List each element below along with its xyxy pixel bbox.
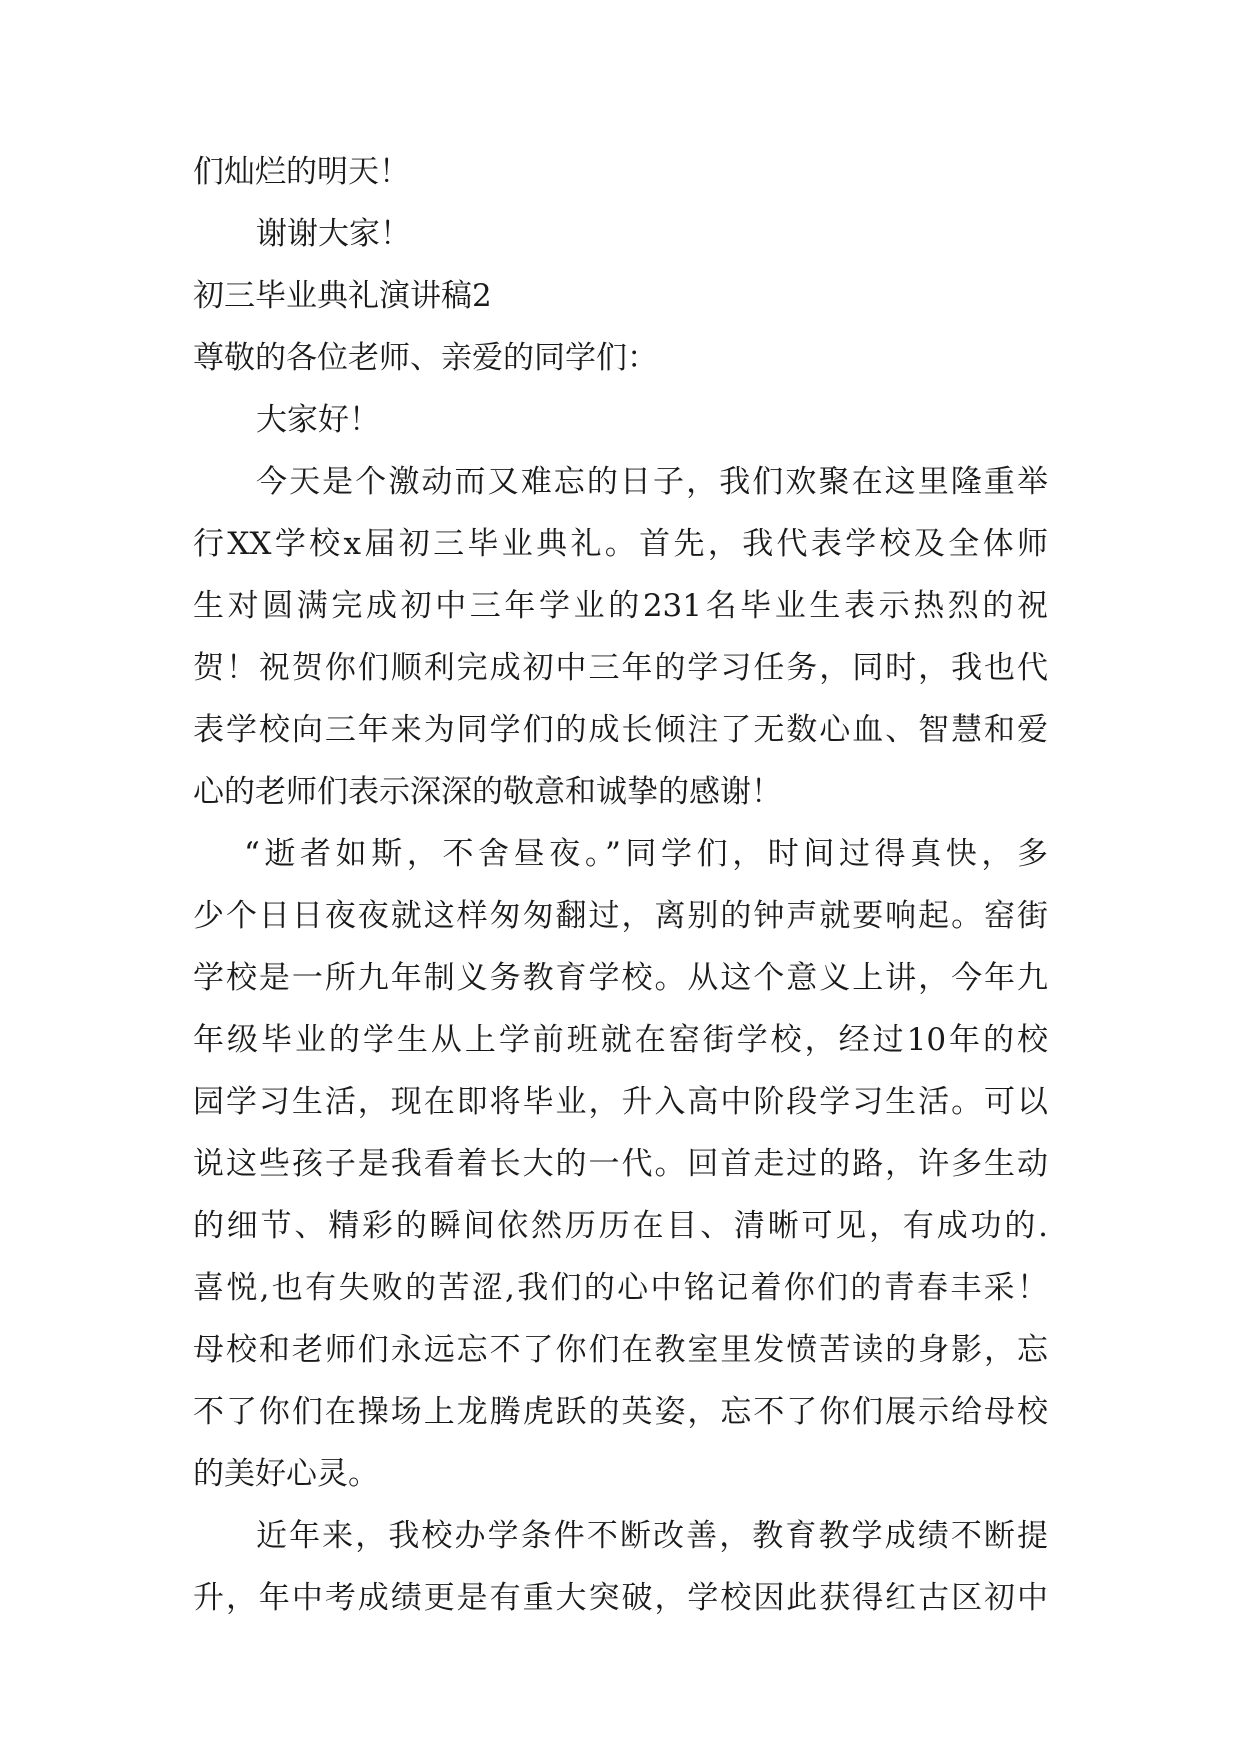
paragraph-3-line-1: 近年来，我校办学条件不断改善，教育教学成绩不断提 xyxy=(256,1518,1048,1554)
document-heading: 初三毕业典礼演讲稿2 xyxy=(193,278,492,314)
paragraph-1-line-6: 心的老师们表示深深的敬意和诚挚的感谢！ xyxy=(193,774,782,810)
paragraph-2-line-4: 年级毕业的学生从上学前班就在窑街学校，经过10年的校 xyxy=(193,1022,1048,1058)
salutation: 尊敬的各位老师、亲爱的同学们： xyxy=(193,340,658,376)
paragraph-2-line-11: 的美好心灵。 xyxy=(193,1456,379,1492)
greeting: 大家好！ xyxy=(256,402,380,438)
paragraph-2-line-7: 的细节、精彩的瞬间依然历历在目、清晰可见，有成功的. xyxy=(193,1208,1048,1244)
paragraph-1-line-4: 贺！祝贺你们顺利完成初中三年的学习任务，同时，我也代 xyxy=(193,650,1048,686)
paragraph-2-line-5: 园学习生活，现在即将毕业，升入高中阶段学习生活。可以 xyxy=(193,1084,1048,1120)
paragraph-1-line-3: 生对圆满完成初中三年学业的231名毕业生表示热烈的祝 xyxy=(193,588,1048,624)
paragraph-1-line-2: 行XX学校x届初三毕业典礼。首先，我代表学校及全体师 xyxy=(193,526,1048,562)
paragraph-2-line-9: 母校和老师们永远忘不了你们在教室里发愤苦读的身影，忘 xyxy=(193,1332,1048,1368)
text-line-2: 谢谢大家！ xyxy=(256,216,411,252)
paragraph-1-line-5: 表学校向三年来为同学们的成长倾注了无数心血、智慧和爱 xyxy=(193,712,1048,748)
text-line-1: 们灿烂的明天！ xyxy=(193,154,410,190)
paragraph-2-line-3: 学校是一所九年制义务教育学校。从这个意义上讲，今年九 xyxy=(193,960,1048,996)
paragraph-2-line-2: 少个日日夜夜就这样匆匆翻过，离别的钟声就要响起。窑街 xyxy=(193,898,1048,934)
paragraph-1-line-1: 今天是个激动而又难忘的日子，我们欢聚在这里隆重举 xyxy=(256,464,1048,500)
paragraph-2-line-8: 喜悦,也有失败的苦涩,我们的心中铭记着你们的青春丰采！ xyxy=(193,1270,1048,1306)
paragraph-2-line-10: 不了你们在操场上龙腾虎跃的英姿，忘不了你们展示给母校 xyxy=(193,1394,1048,1430)
paragraph-2-line-1: “逝者如斯，不舍昼夜。”同学们，时间过得真快，多 xyxy=(244,836,1048,872)
paragraph-2-line-6: 说这些孩子是我看着长大的一代。回首走过的路，许多生动 xyxy=(193,1146,1048,1182)
paragraph-3-line-2: 升，年中考成绩更是有重大突破，学校因此获得红古区初中 xyxy=(193,1580,1048,1616)
